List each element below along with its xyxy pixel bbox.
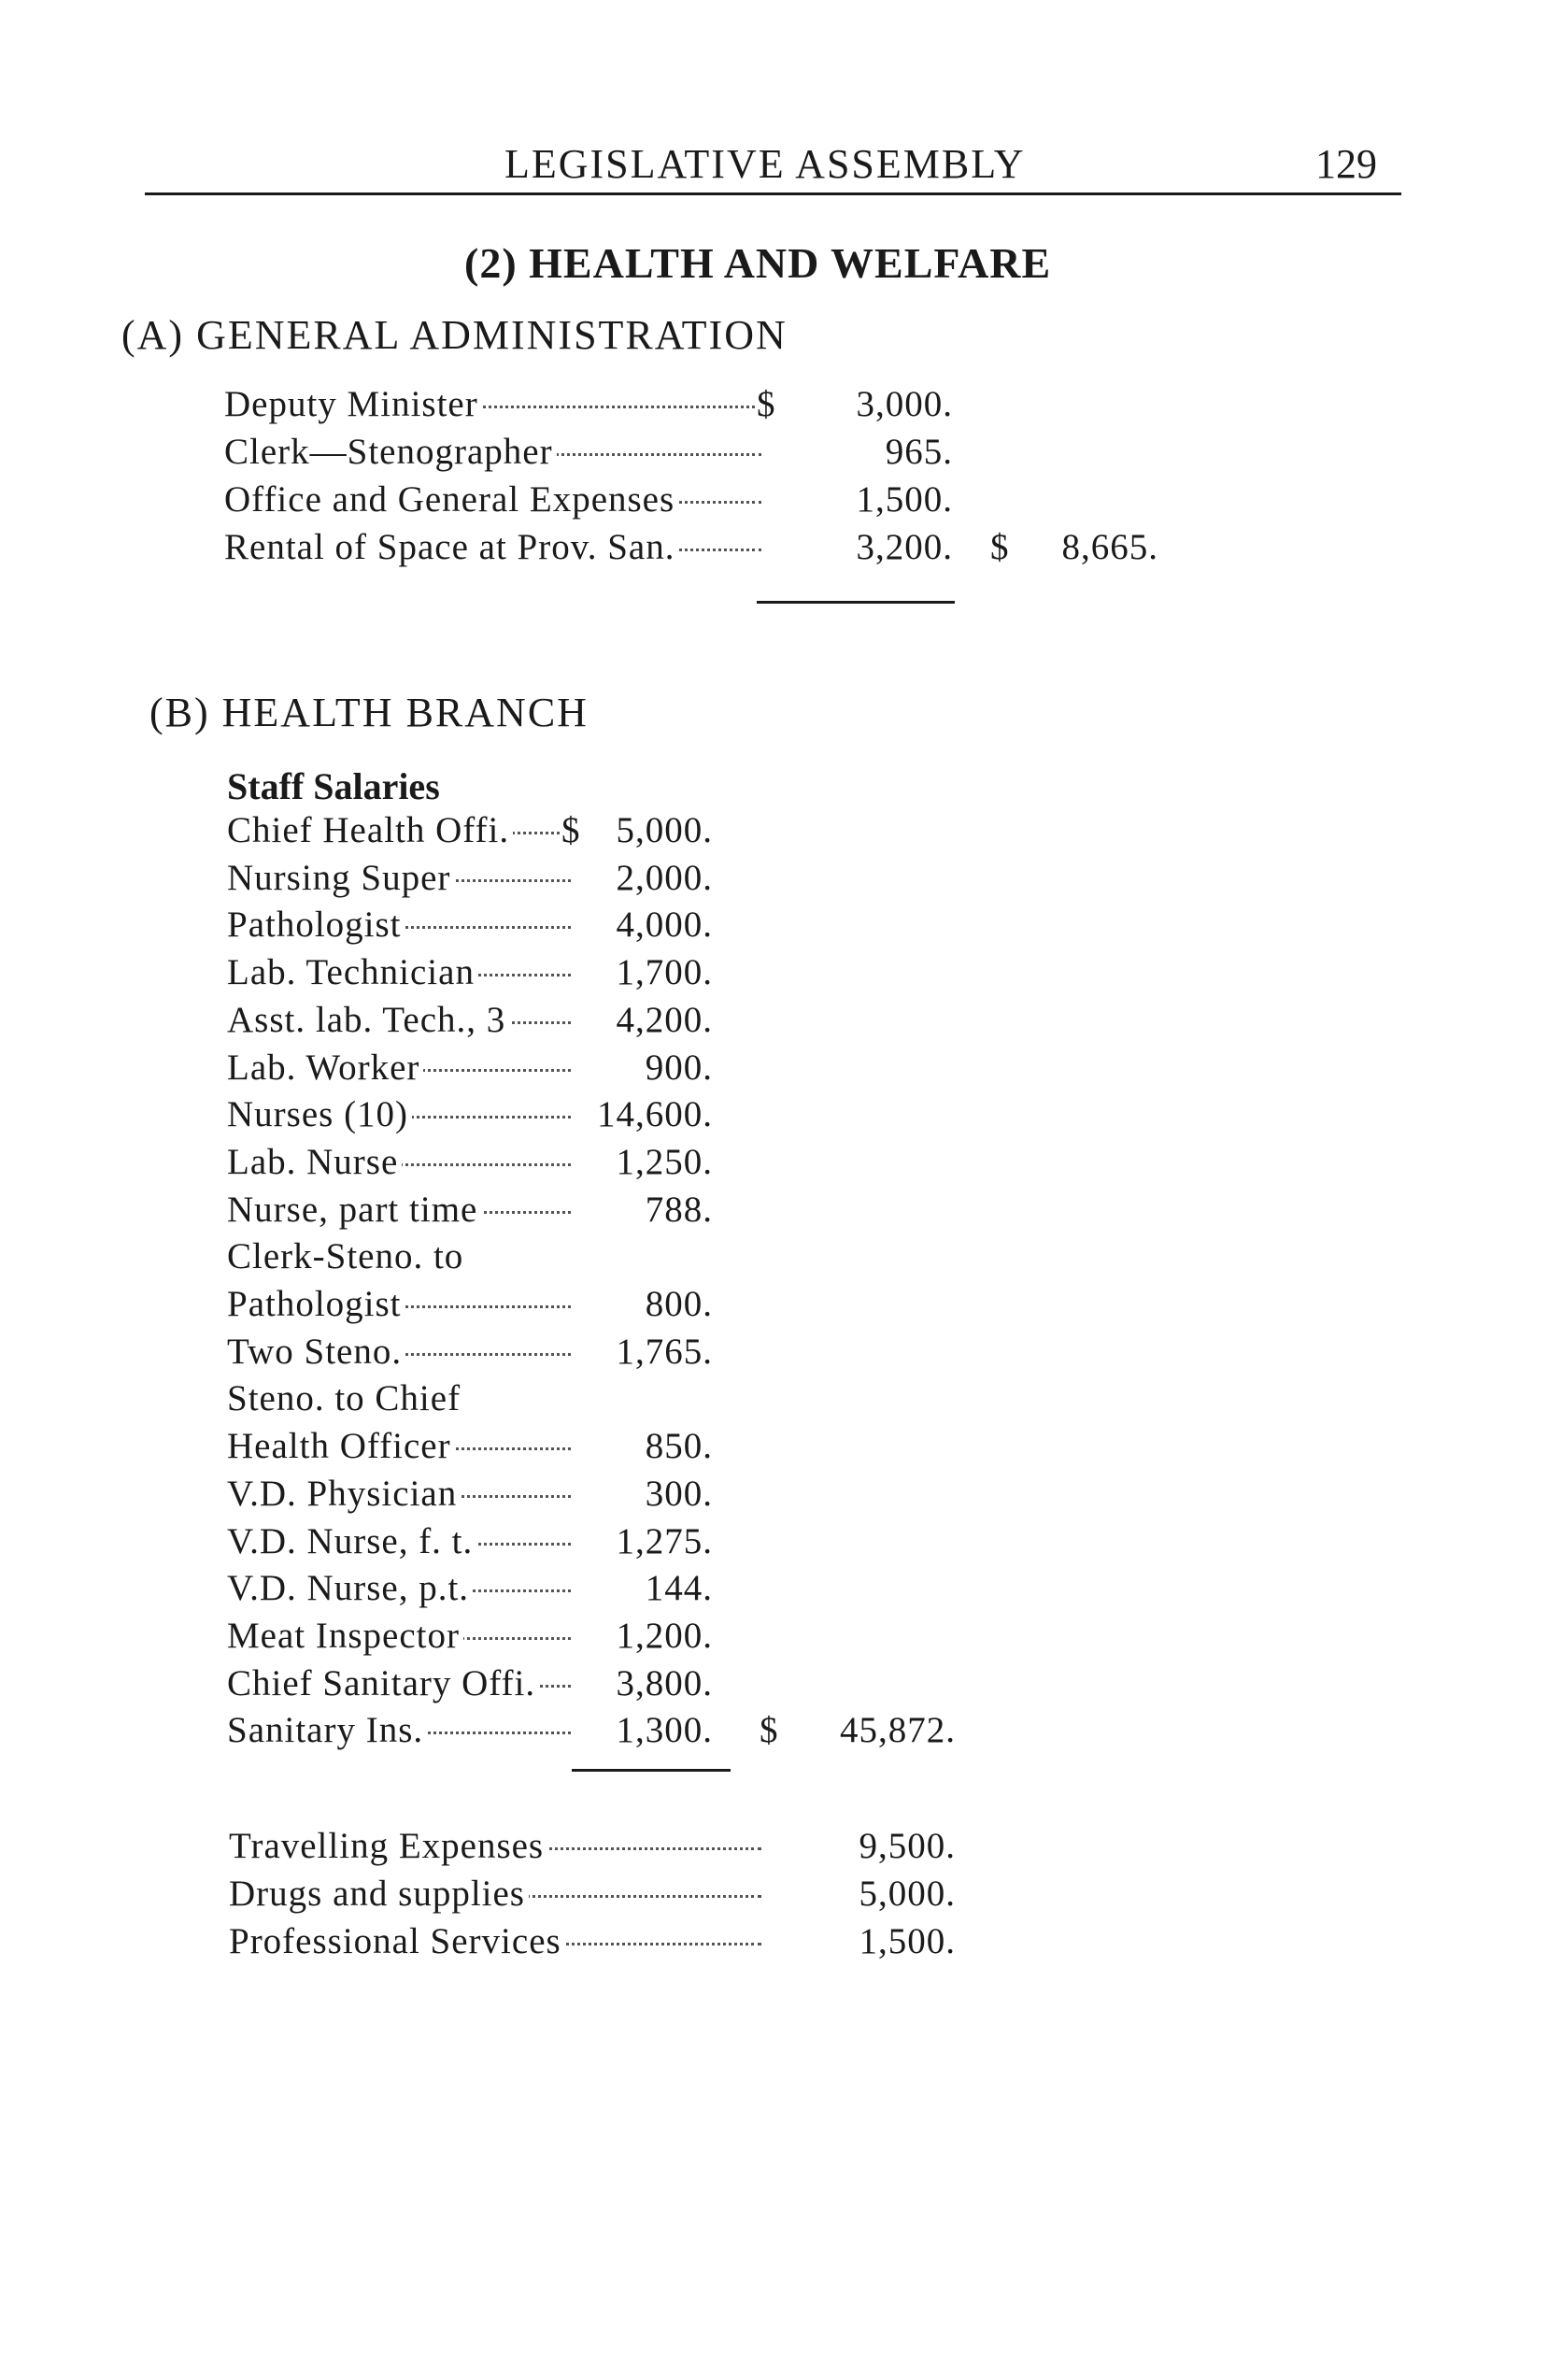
amount-cell: 965. (880, 431, 953, 473)
amount-cell: 1,200. (611, 1615, 714, 1657)
row-label: Pathologist (227, 1283, 405, 1325)
table-row (229, 1825, 976, 1872)
table-row (227, 1377, 974, 1424)
row-label: Chief Health Offi. (227, 809, 513, 851)
table-row (227, 809, 974, 856)
dollar-sign: $ (757, 384, 776, 424)
amount-cell: 800. (640, 1283, 713, 1325)
row-label: Lab. Technician (227, 951, 478, 993)
table-row (227, 1235, 974, 1282)
table-row (227, 1331, 974, 1377)
row-label: Asst. lab. Tech., 3 (227, 999, 509, 1041)
table-row (227, 951, 974, 998)
section-b-heading: (B) HEALTH BRANCH (149, 690, 589, 735)
amount-cell: 1,300. (611, 1709, 714, 1751)
staff-salaries-heading: Staff Salaries (227, 765, 440, 807)
row-label: Deputy Minister (224, 383, 482, 425)
row-label: Professional Services (229, 1920, 565, 1962)
amount-cell: 2,000. (611, 857, 714, 899)
total-dollar-sign: $ (760, 1710, 779, 1751)
running-head: LEGISLATIVE ASSEMBLY (504, 141, 1026, 187)
table-row (224, 526, 1168, 573)
row-label: Nursing Super (227, 857, 454, 899)
table-row (227, 1283, 974, 1330)
row-label: Health Officer (227, 1425, 455, 1467)
table-row (229, 1873, 976, 1919)
amount-cell: 788. (640, 1189, 713, 1231)
table-row (227, 1662, 974, 1709)
row-label: Lab. Nurse (227, 1141, 402, 1183)
row-label: Clerk-Steno. to (227, 1235, 467, 1277)
amount-cell: 5,000. (611, 809, 714, 851)
row-label: V.D. Nurse, p.t. (227, 1567, 473, 1609)
table-row (227, 904, 974, 950)
amount-cell: 1,275. (611, 1520, 714, 1562)
table-row (227, 1141, 974, 1188)
amount-cell: 1,250. (611, 1141, 714, 1183)
row-label: Rental of Space at Prov. San. (224, 526, 678, 568)
section-b-sum-rule (572, 1769, 731, 1772)
section-a-sum-rule (757, 601, 955, 604)
amount-cell: 3,000. (851, 383, 954, 425)
total-amount: 8,665. (1061, 527, 1158, 567)
amount-cell: 1,500. (854, 1920, 957, 1962)
amount-cell: 4,000. (611, 904, 714, 946)
amount-cell: 9,500. (854, 1825, 957, 1867)
row-label: Chief Sanitary Offi. (227, 1662, 539, 1704)
row-label: Steno. to Chief (227, 1377, 464, 1419)
amount-cell: 850. (640, 1425, 713, 1467)
table-row (227, 1709, 974, 1756)
table-row (227, 1615, 974, 1661)
table-row (227, 1473, 974, 1519)
table-row (229, 1920, 976, 1967)
amount-cell: 3,800. (611, 1662, 714, 1704)
row-label: Two Steno. (227, 1331, 405, 1373)
row-label: Travelling Expenses (229, 1825, 547, 1867)
table-row (224, 431, 1168, 477)
section-a-heading: (A) GENERAL ADMINISTRATION (121, 312, 788, 358)
table-row (224, 383, 1168, 430)
table-row (227, 1093, 974, 1140)
row-label: V.D. Nurse, f. t. (227, 1520, 476, 1562)
amount-cell: 900. (640, 1047, 713, 1089)
row-label: V.D. Physician (227, 1473, 461, 1515)
table-row (227, 1520, 974, 1567)
row-label: Pathologist (227, 904, 405, 946)
table-row (227, 857, 974, 904)
amount-cell: 14,600. (591, 1093, 713, 1135)
table-row (227, 1189, 974, 1235)
amount-cell: 144. (640, 1567, 713, 1609)
header-rule (145, 192, 1401, 195)
amount-cell: 4,200. (611, 999, 714, 1041)
amount-cell: 1,500. (851, 478, 954, 520)
row-label: Drugs and supplies (229, 1873, 529, 1915)
page-number: 129 (1315, 141, 1377, 187)
row-label: Office and General Expenses (224, 478, 678, 520)
row-label: Lab. Worker (227, 1047, 423, 1089)
row-label: Clerk—Stenographer (224, 431, 557, 473)
table-row (227, 1425, 974, 1472)
table-row (227, 999, 974, 1046)
row-label: Meat Inspector (227, 1615, 463, 1657)
row-label: Nurses (10) (227, 1093, 412, 1135)
amount-cell: 5,000. (854, 1873, 957, 1915)
amount-cell: 1,700. (611, 951, 714, 993)
section-title: (2) HEALTH AND WELFARE (464, 239, 1052, 287)
amount-cell: 300. (640, 1473, 713, 1515)
row-label: Nurse, part time (227, 1189, 481, 1231)
table-row (227, 1047, 974, 1093)
table-row (227, 1567, 974, 1614)
total-dollar-sign: $ (990, 527, 1010, 567)
amount-cell: 1,765. (611, 1331, 714, 1373)
amount-cell: 3,200. (851, 526, 954, 568)
dollar-sign: $ (561, 810, 581, 850)
table-row (224, 478, 1168, 525)
row-label: Sanitary Ins. (227, 1709, 427, 1751)
total-amount: 45,872. (840, 1710, 956, 1751)
